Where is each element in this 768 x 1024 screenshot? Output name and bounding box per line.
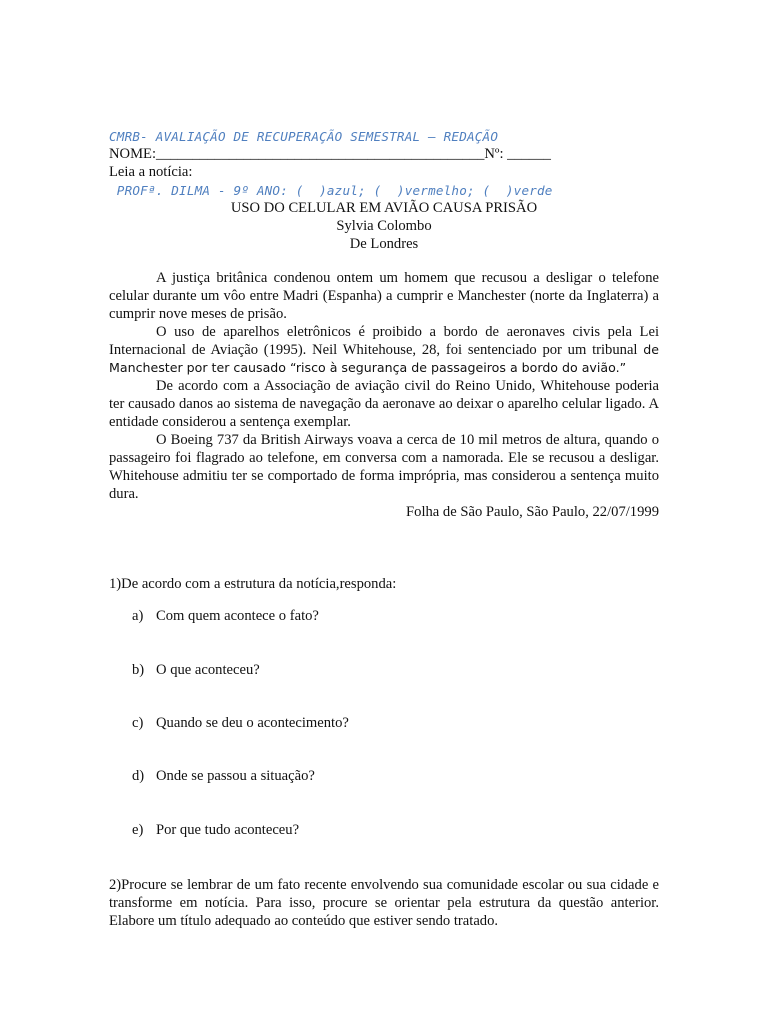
article-author: Sylvia Colombo — [336, 218, 432, 234]
question-1: 1)De acordo com a estrutura da notícia,responda: — [109, 576, 397, 592]
article-paragraph: O Boeing 737 da British Airways voava a cerca de 10 mil metros de altura, quando o passageiro foi flagrado ao telefone, em conversa com a namorada. Ele se recusou a desligar. Whitehouse admitiu ter se comportado de forma imprópria, mas considerou a sentença muito dura. — [109, 432, 659, 502]
name-number-line: NOME:_____________________________________________Nº: ______ — [109, 146, 551, 162]
item-label: b) — [132, 662, 145, 678]
header-title: CMRB- AVALIAÇÃO DE RECUPERAÇÃO SEMESTRAL – REDAÇÃO — [109, 129, 499, 144]
paragraph-quote: de Manchester por ter causado “risco à segurança de passageiros a bordo do avião.” — [109, 342, 659, 375]
article-body — [109, 269, 659, 521]
list-item — [132, 662, 260, 679]
list-item — [132, 715, 349, 732]
reading-instruction: Leia a notícia: — [109, 164, 193, 180]
list-item — [132, 608, 319, 625]
item-text: Por que tudo aconteceu? — [156, 822, 300, 838]
article-paragraph: A justiça britânica condenou ontem um homem que recusou a desligar o telefone celular durante um vôo entre Madri (Espanha) a cumprir e Manchester (norte da Inglaterra) a cumprir nove meses de prisão. — [109, 270, 659, 322]
item-text: Onde se passou a situação? — [156, 768, 315, 784]
article-location: De Londres — [349, 236, 419, 252]
student-form — [109, 145, 659, 181]
article-title: USO DO CELULAR EM AVIÃO CAUSA PRISÃO — [230, 200, 538, 216]
item-text: Com quem acontece o fato? — [156, 608, 319, 624]
header-teacher-class: PROFª. DILMA - 9º ANO: ( )azul; ( )vermelho; ( )verde — [109, 183, 553, 198]
item-label: c) — [132, 715, 144, 731]
item-label: d) — [132, 768, 145, 784]
question-2 — [109, 876, 659, 930]
item-text: Quando se deu o acontecimento? — [156, 715, 349, 731]
article-heading — [109, 199, 659, 253]
article-paragraph: De acordo com a Associação de aviação civil do Reino Unido, Whitehouse poderia ter causado danos ao sistema de navegação da aeronave ao deixar o aparelho celular ligado. A entidade considerou a sentença exemplar. — [109, 378, 659, 430]
item-text: O que aconteceu? — [156, 662, 260, 678]
article-paragraph — [109, 323, 659, 377]
article-source: Folha de São Paulo, São Paulo, 22/07/1999 — [406, 504, 659, 520]
item-label: a) — [132, 608, 144, 624]
list-item — [132, 822, 299, 839]
question-2-text: 2)Procure se lembrar de um fato recente envolvendo sua comunidade escolar ou sua cidade e transforme em notícia. Para isso, procure se orientar pela estrutura da questão anterior. Elabore um título adequado ao conteúdo que estiver sendo tratado. — [109, 877, 659, 929]
list-item — [132, 768, 315, 785]
item-label: e) — [132, 822, 144, 838]
paragraph-part: O uso de aparelhos eletrônicos é proibido a bordo de aeronaves civis pela Lei Internacional de Aviação (1995). Neil Whitehouse, 28, foi sentenciado por um tribunal — [109, 324, 659, 358]
